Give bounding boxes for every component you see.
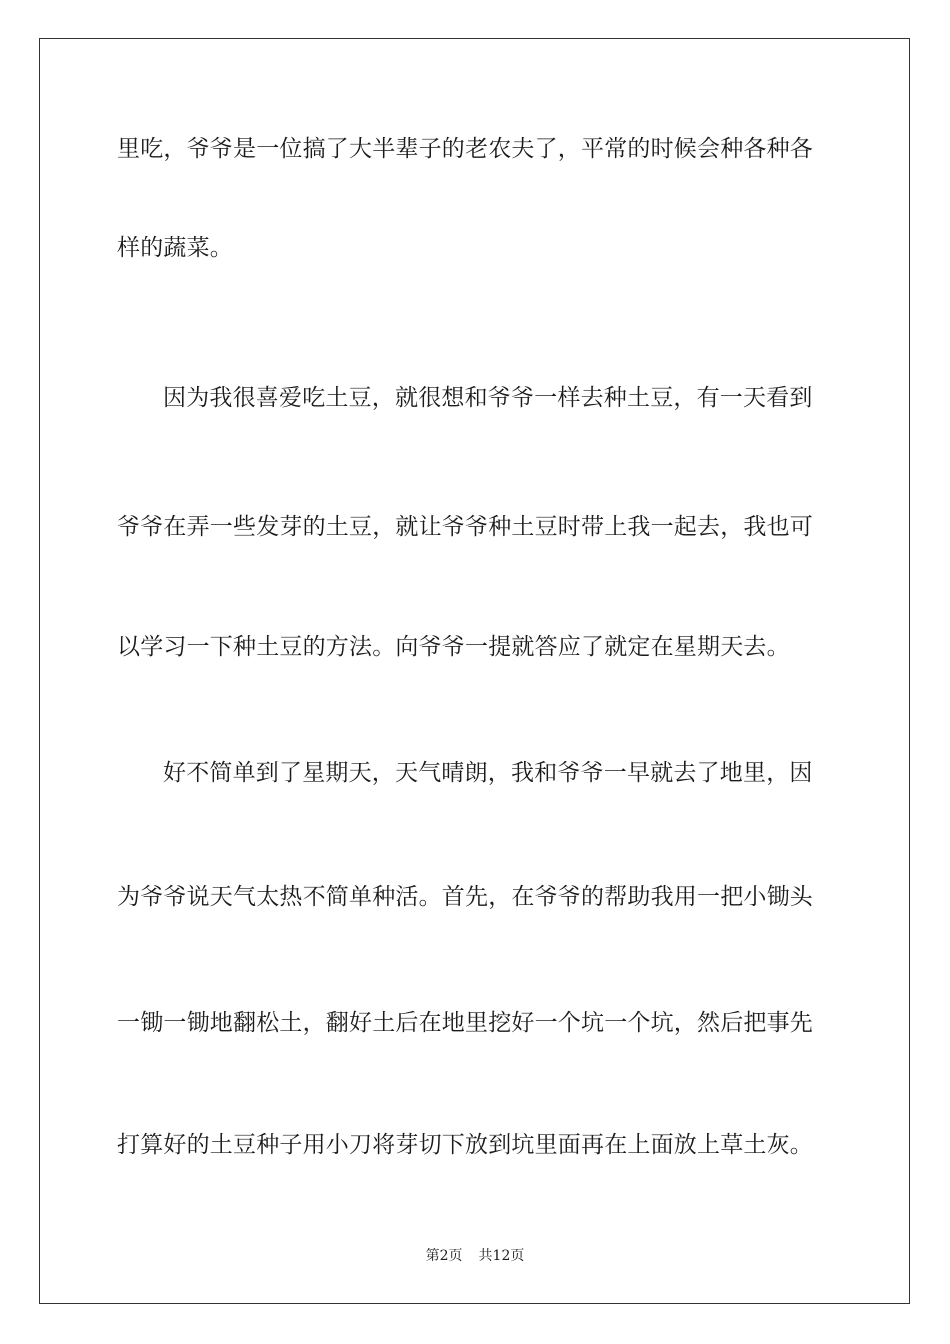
text-line: 一锄一锄地翻松土，翻好土后在地里挖好一个坑一个坑，然后把事先 [117, 1010, 813, 1036]
paragraph-first-line: 因为我很喜爱吃土豆，就很想和爷爷一样去种土豆，有一天看到 [163, 385, 813, 411]
page-footer [0, 1247, 950, 1265]
text-line: 样的蔬菜。 [117, 235, 233, 261]
text-line: 以学习一下种土豆的方法。向爷爷一提就答应了就定在星期天去。 [117, 634, 790, 660]
text-line: 为爷爷说天气太热不简单种活。首先，在爷爷的帮助我用一把小锄头 [117, 884, 813, 910]
page-number: 第2页 [425, 1248, 463, 1264]
page-total: 共12页 [478, 1248, 525, 1264]
text-line: 爷爷在弄一些发芽的土豆，就让爷爷种土豆时带上我一起去，我也可 [117, 514, 813, 540]
text-line: 里吃，爷爷是一位搞了大半辈子的老农夫了，平常的时候会种各种各 [117, 136, 813, 162]
text-line: 打算好的土豆种子用小刀将芽切下放到坑里面再在上面放上草土灰。 [117, 1132, 813, 1158]
page-border [39, 38, 910, 1304]
paragraph-first-line: 好不简单到了星期天，天气晴朗，我和爷爷一早就去了地里，因 [163, 760, 813, 786]
